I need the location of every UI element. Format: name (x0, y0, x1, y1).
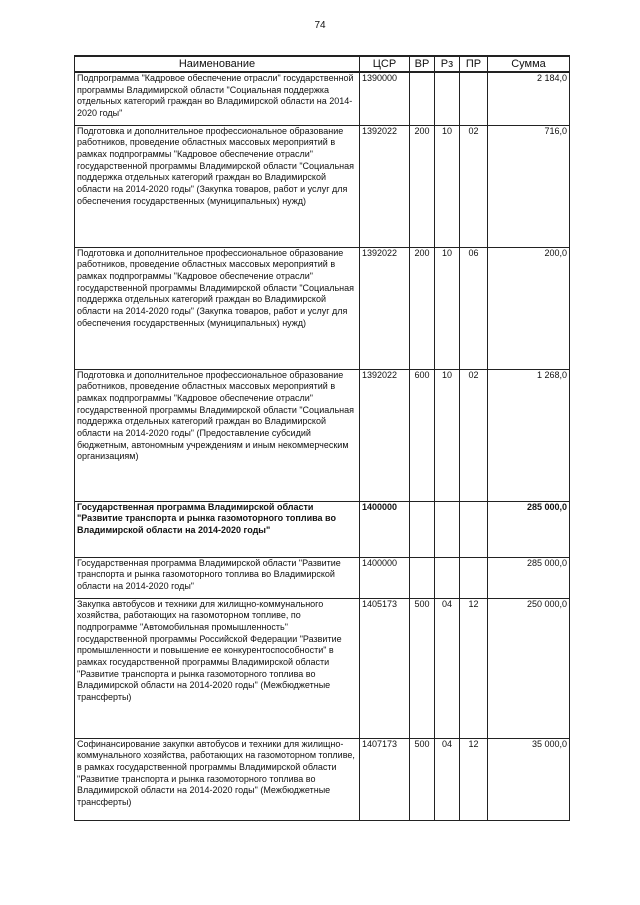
row-rz: 10 (435, 369, 460, 501)
row-name: Государственная программа Владимирской области "Развитие транспорта и рынка газомоторного топлива во Владимирской области на 2014-2020 годы" (75, 501, 360, 557)
table-row (75, 501, 570, 557)
row-csr: 1392022 (360, 125, 410, 247)
row-pr (460, 72, 488, 125)
row-csr: 1407173 (360, 738, 410, 820)
row-csr: 1390000 (360, 72, 410, 125)
row-rz (435, 501, 460, 557)
row-vr: 200 (410, 247, 435, 369)
row-vr (410, 557, 435, 598)
row-pr (460, 501, 488, 557)
row-name: Государственная программа Владимирской области "Развитие транспорта и рынка газомоторного топлива во Владимирской области на 2014-2020 годы" (75, 557, 360, 598)
row-sum: 1 268,0 (488, 369, 570, 501)
row-vr: 200 (410, 125, 435, 247)
row-name: Подготовка и дополнительное профессиональное образование работников, проведение областных массовых мероприятий в рамках подпрограммы "Кадровое обеспечение отрасли" государственной программы Владимирской области "Социальная поддержка отдельных категорий граждан во Владимирской области на 2014-2020 годы" (Закупка товаров, работ и услуг для обеспечения государственных (муниципальных) нужд) (75, 247, 360, 369)
row-name: Закупка автобусов и техники для жилищно-коммунального хозяйства, работающих на газомоторном топливе, по подпрограмме "Автомобильная промышленность" государственной программы Российской Федерации "Развитие промышленности и повышение ее конкурентоспособности" в рамках государственной программы Владимирской области "Развитие транспорта и рынка газомоторного топлива во Владимирской области на 2014-2020 годы" (Межбюджетные трансферты) (75, 598, 360, 738)
header-sum: Сумма (488, 56, 570, 72)
row-name: Подготовка и дополнительное профессиональное образование работников, проведение областных массовых мероприятий в рамках подпрограммы "Кадровое обеспечение отрасли" государственной программы Владимирской области "Социальная поддержка отдельных категорий граждан во Владимирской области на 2014-2020 годы" (Предоставление субсидий бюджетным, автономным учреждениям и иным некоммерческим организациям) (75, 369, 360, 501)
header-row (75, 56, 570, 72)
row-rz: 04 (435, 738, 460, 820)
page-number: 74 (314, 20, 326, 31)
row-pr: 12 (460, 738, 488, 820)
row-sum: 285 000,0 (488, 501, 570, 557)
row-name: Подготовка и дополнительное профессиональное образование работников, проведение областных массовых мероприятий в рамках подпрограммы "Кадровое обеспечение отрасли" государственной программы Владимирской области "Социальная поддержка отдельных категорий граждан во Владимирской области на 2014-2020 годы" (Закупка товаров, работ и услуг для обеспечения государственных (муниципальных) нужд) (75, 125, 360, 247)
table-row (75, 125, 570, 247)
row-vr (410, 501, 435, 557)
row-csr: 1400000 (360, 501, 410, 557)
row-pr: 02 (460, 125, 488, 247)
row-name: Подпрограмма "Кадровое обеспечение отрасли" государственной программы Владимирской области "Социальная поддержка отдельных категорий граждан во Владимирской области на 2014-2020 годы" (75, 72, 360, 125)
table-row (75, 247, 570, 369)
row-vr: 500 (410, 598, 435, 738)
header-vr: ВР (410, 56, 435, 72)
header-rz: Рз (435, 56, 460, 72)
header-pr: ПР (460, 56, 488, 72)
row-sum: 716,0 (488, 125, 570, 247)
budget-table (74, 55, 570, 821)
row-name: Софинансирование закупки автобусов и техники для жилищно-коммунального хозяйства, работающих на газомоторном топливе, в рамках государственной программы Владимирской области "Развитие транспорта и рынка газомоторного топлива во Владимирской области на 2014-2020 годы" (Межбюджетные трансферты) (75, 738, 360, 820)
row-csr: 1405173 (360, 598, 410, 738)
table-row (75, 557, 570, 598)
table-row (75, 369, 570, 501)
row-pr: 06 (460, 247, 488, 369)
row-rz (435, 557, 460, 598)
row-pr (460, 557, 488, 598)
header-csr: ЦСР (360, 56, 410, 72)
row-sum: 35 000,0 (488, 738, 570, 820)
table-row (75, 598, 570, 738)
row-sum: 200,0 (488, 247, 570, 369)
row-csr: 1400000 (360, 557, 410, 598)
row-rz: 04 (435, 598, 460, 738)
header-name: Наименование (75, 56, 360, 72)
row-sum: 2 184,0 (488, 72, 570, 125)
row-rz: 10 (435, 247, 460, 369)
row-sum: 285 000,0 (488, 557, 570, 598)
row-vr (410, 72, 435, 125)
row-rz (435, 72, 460, 125)
row-rz: 10 (435, 125, 460, 247)
row-pr: 12 (460, 598, 488, 738)
row-vr: 600 (410, 369, 435, 501)
row-vr: 500 (410, 738, 435, 820)
table-row (75, 738, 570, 820)
row-sum: 250 000,0 (488, 598, 570, 738)
table-row (75, 72, 570, 125)
row-csr: 1392022 (360, 247, 410, 369)
row-csr: 1392022 (360, 369, 410, 501)
row-pr: 02 (460, 369, 488, 501)
